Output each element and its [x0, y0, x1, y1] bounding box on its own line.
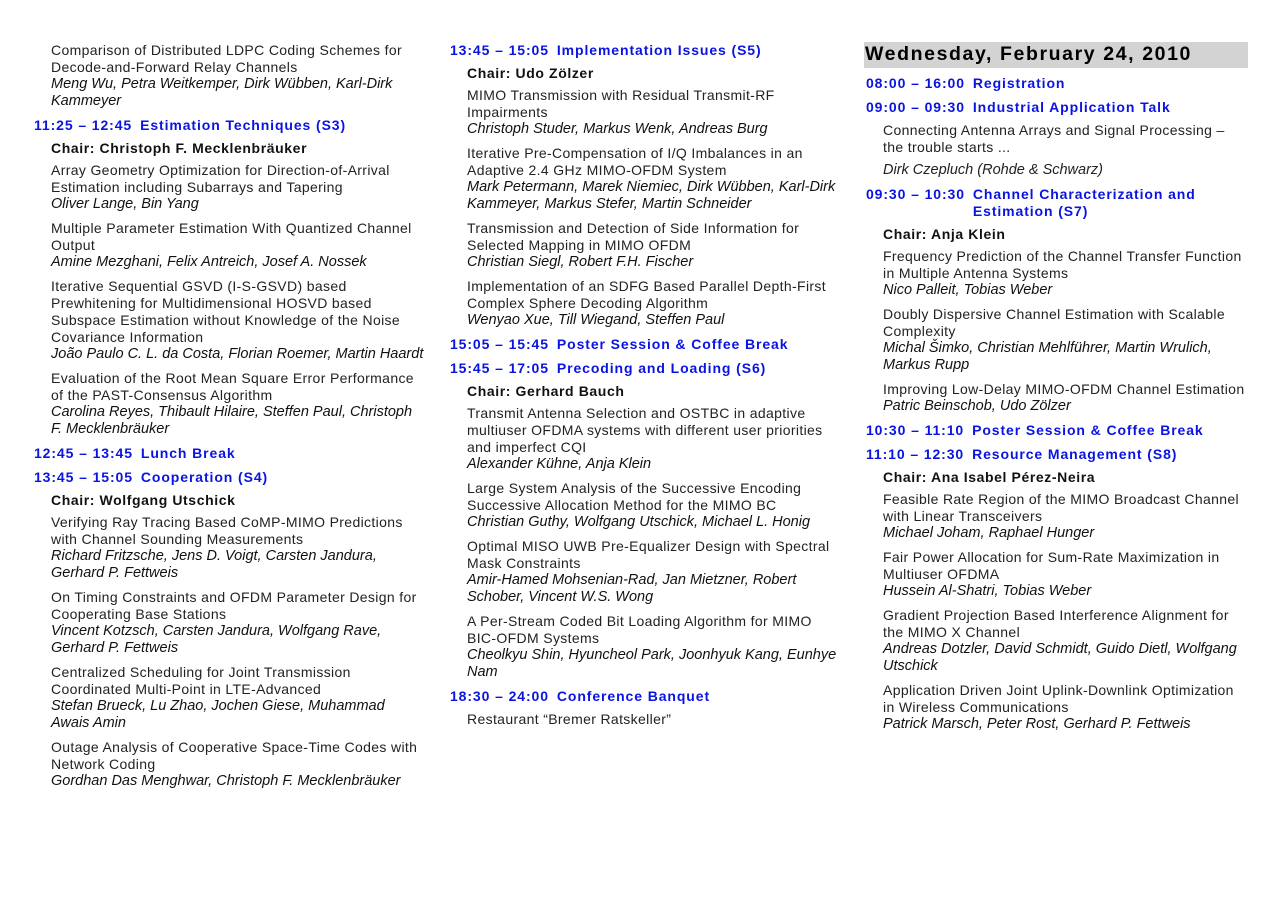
paper-list: [34, 514, 424, 790]
session-heading-s3: [34, 117, 424, 134]
paper-title: Feasible Rate Region of the MIMO Broadcast Channel with Linear Transceivers: [883, 491, 1240, 524]
paper-authors: Cheolkyu Shin, Hyuncheol Park, Joonhyuk Kang, Eunhye Nam: [467, 647, 837, 680]
paper-entry: [883, 607, 1248, 675]
paper-entry: [467, 220, 840, 271]
session-heading-s4: [34, 469, 424, 486]
paper-authors: Amine Mezghani, Felix Antreich, Josef A. Nossek: [51, 254, 367, 270]
session-chair: Chair: Wolfgang Utschick: [51, 492, 236, 508]
paper-title: Verifying Ray Tracing Based CoMP-MIMO Predictions with Channel Sounding Measurements: [51, 514, 403, 547]
session-title: Poster Session & Coffee Break: [972, 422, 1204, 438]
session-title: Estimation Techniques (S3): [140, 117, 347, 133]
paper-entry: [51, 278, 424, 363]
paper-title: Iterative Pre-Compensation of I/Q Imbalances in an Adaptive 2.4 GHz MIMO-OFDM System: [467, 145, 803, 178]
paper-title: Gradient Projection Based Interference Alignment for the MIMO X Channel: [883, 607, 1229, 640]
paper-authors: Christian Siegl, Robert F.H. Fischer: [467, 254, 694, 270]
session-title: Registration: [972, 75, 1066, 91]
paper-title: On Timing Constraints and OFDM Parameter Design for Cooperating Base Stations: [51, 589, 417, 622]
paper-title: Fair Power Allocation for Sum-Rate Maximization in Multiuser OFDMA: [883, 549, 1220, 582]
session-heading-s5: [450, 42, 840, 59]
paper-authors: Patrick Marsch, Peter Rost, Gerhard P. Fettweis: [883, 716, 1191, 732]
paper-authors: Christoph Studer, Markus Wenk, Andreas Burg: [467, 121, 768, 137]
paper-entry: [51, 370, 424, 438]
session-time: 13:45 – 15:05: [34, 469, 133, 485]
paper-entry: [51, 220, 424, 271]
paper-authors: Richard Fritzsche, Jens D. Voigt, Carsten Jandura, Gerhard P. Fettweis: [51, 548, 377, 581]
paper-authors: Patric Beinschob, Udo Zölzer: [883, 398, 1071, 414]
paper-title: Evaluation of the Root Mean Square Error Performance of the PAST-Consensus Algorithm: [51, 370, 414, 403]
paper-entry: [467, 613, 840, 681]
session-heading-poster: [866, 422, 1248, 439]
paper-entry: [51, 664, 424, 732]
session-heading-poster: [450, 336, 840, 353]
paper-entry: [51, 739, 424, 790]
session-time: 18:30 – 24:00: [450, 688, 549, 704]
paper-entry: [883, 248, 1248, 299]
paper-authors: Hussein Al-Shatri, Tobias Weber: [883, 583, 1092, 599]
paper-title: Frequency Prediction of the Channel Transfer Function in Multiple Antenna Systems: [883, 248, 1242, 281]
session-title: Conference Banquet: [556, 688, 711, 704]
session-chair: Chair: Ana Isabel Pérez-Neira: [883, 469, 1096, 485]
session-time: 09:00 – 09:30: [866, 99, 965, 115]
paper-title: Centralized Scheduling for Joint Transmission Coordinated Multi-Point in LTE-Advanced: [51, 664, 351, 697]
paper-entry: [883, 682, 1248, 733]
session-title: Resource Management (S8): [972, 446, 1178, 462]
paper-list: [866, 491, 1248, 733]
session-title: Channel Characterization and Estimation (S7): [972, 186, 1196, 219]
paper-authors: Michael Joham, Raphael Hunger: [883, 525, 1095, 541]
day-banner: Wednesday, February 24, 2010: [864, 42, 1248, 68]
session-time: 11:25 – 12:45: [34, 117, 133, 133]
session-title: Poster Session & Coffee Break: [556, 336, 789, 352]
session-time: 15:05 – 15:45: [450, 336, 549, 352]
session-time: 08:00 – 16:00: [866, 75, 965, 91]
session-heading-lunch: [34, 445, 424, 462]
column-1: [34, 42, 424, 797]
paper-title: Optimal MISO UWB Pre-Equalizer Design with Spectral Mask Constraints: [467, 538, 830, 571]
paper-title: Array Geometry Optimization for Direction-of-Arrival Estimation including Subarrays and Tapering: [51, 162, 390, 195]
paper-entry: [467, 538, 840, 606]
paper-entry: [467, 145, 840, 213]
paper-entry: [883, 381, 1248, 415]
banquet-location: Restaurant “Bremer Ratskeller”: [467, 711, 672, 727]
paper-entry: [883, 306, 1248, 374]
paper-title: A Per-Stream Coded Bit Loading Algorithm for MIMO BIC-OFDM Systems: [467, 613, 812, 646]
paper-title: Implementation of an SDFG Based Parallel Depth-First Complex Sphere Decoding Algorithm: [467, 278, 827, 311]
paper-authors: Amir-Hamed Mohsenian-Rad, Jan Mietzner, Robert Schober, Vincent W.S. Wong: [467, 572, 797, 605]
paper-title: Outage Analysis of Cooperative Space-Time Codes with Network Coding: [51, 739, 418, 772]
paper-entry: [467, 87, 840, 138]
paper-authors: Wenyao Xue, Till Wiegand, Steffen Paul: [467, 312, 725, 328]
paper-authors: Oliver Lange, Bin Yang: [51, 196, 199, 212]
paper-authors: Andreas Dotzler, David Schmidt, Guido Dietl, Wolfgang Utschick: [883, 641, 1237, 674]
session-title: Industrial Application Talk: [972, 99, 1171, 115]
paper-title: Improving Low-Delay MIMO-OFDM Channel Estimation: [883, 381, 1245, 397]
paper-authors: Alexander Kühne, Anja Klein: [467, 456, 652, 472]
paper-entry: [51, 589, 424, 657]
paper-authors: Stefan Brueck, Lu Zhao, Jochen Giese, Muhammad Awais Amin: [51, 698, 385, 731]
paper-title: Large System Analysis of the Successive Encoding Successive Allocation Method for the MIMO BC: [467, 480, 802, 513]
paper-entry: [883, 549, 1248, 600]
paper-list: [450, 405, 840, 681]
session-heading-s7: [866, 186, 1248, 220]
paper-authors: Carolina Reyes, Thibault Hilaire, Steffen Paul, Christoph F. Mecklenbräuker: [51, 404, 413, 437]
paper-entry: [51, 514, 424, 582]
paper-entry: [467, 405, 840, 473]
session-title: Precoding and Loading (S6): [556, 360, 767, 376]
paper-title: Iterative Sequential GSVD (I-S-GSVD) based Prewhitening for Multidimensional HOSVD based Subspace Estimation without Knowledge of the Noise Covariance Information: [51, 278, 401, 345]
session-time: 09:30 – 10:30: [866, 186, 965, 202]
talk-title: Connecting Antenna Arrays and Signal Processing – the trouble starts ...: [883, 122, 1225, 155]
session-time: 10:30 – 11:10: [866, 422, 965, 438]
session-time: 12:45 – 13:45: [34, 445, 133, 461]
paper-list: [34, 162, 424, 438]
session-chair: Chair: Anja Klein: [883, 226, 1006, 242]
paper-list: [450, 87, 840, 329]
paper-title: Application Driven Joint Uplink-Downlink Optimization in Wireless Communications: [883, 682, 1234, 715]
paper-title: MIMO Transmission with Residual Transmit-RF Impairments: [467, 87, 775, 120]
session-title: Implementation Issues (S5): [556, 42, 762, 58]
paper-entry: [467, 278, 840, 329]
paper-authors: João Paulo C. L. da Costa, Florian Roemer, Martin Haardt: [51, 346, 424, 362]
paper-authors: Vincent Kotzsch, Carsten Jandura, Wolfgang Rave, Gerhard P. Fettweis: [51, 623, 382, 656]
session-heading-banquet: [450, 688, 840, 705]
paper-list: [866, 248, 1248, 415]
paper-entry: [883, 491, 1248, 542]
paper-authors: Christian Guthy, Wolfgang Utschick, Michael L. Honig: [467, 514, 811, 530]
session-title: Cooperation (S4): [140, 469, 269, 485]
paper-entry: [467, 480, 840, 531]
session-chair: Chair: Gerhard Bauch: [467, 383, 625, 399]
paper-title: Doubly Dispersive Channel Estimation with Scalable Complexity: [883, 306, 1225, 339]
column-3: [866, 42, 1248, 740]
paper-title: Transmit Antenna Selection and OSTBC in adaptive multiuser OFDMA systems with different user priorities and imperfect CQI: [467, 405, 823, 455]
paper-authors: Gordhan Das Menghwar, Christoph F. Mecklenbräuker: [51, 773, 401, 789]
paper-authors: Meng Wu, Petra Weitkemper, Dirk Wübben, Karl-Dirk Kammeyer: [51, 76, 393, 109]
session-time: 11:10 – 12:30: [866, 446, 965, 462]
session-title: Lunch Break: [140, 445, 236, 461]
column-2: [450, 42, 840, 734]
paper-title: Multiple Parameter Estimation With Quantized Channel Output: [51, 220, 412, 253]
paper-title: Comparison of Distributed LDPC Coding Schemes for Decode-and-Forward Relay Channels: [51, 42, 402, 75]
session-chair: Chair: Udo Zölzer: [467, 65, 594, 81]
session-chair: Chair: Christoph F. Mecklenbräuker: [51, 140, 308, 156]
paper-title: Transmission and Detection of Side Information for Selected Mapping in MIMO OFDM: [467, 220, 800, 253]
session-heading-s8: [866, 446, 1248, 463]
paper-authors: Mark Petermann, Marek Niemiec, Dirk Wübben, Karl-Dirk Kammeyer, Markus Stefer, Martin Schneider: [467, 179, 836, 212]
paper-authors: Michal Šimko, Christian Mehlführer, Martin Wrulich, Markus Rupp: [883, 340, 1212, 373]
session-heading-s6: [450, 360, 840, 377]
paper-entry: [51, 162, 424, 213]
talk-speaker: Dirk Czepluch (Rohde & Schwarz): [883, 162, 1103, 178]
session-time: 15:45 – 17:05: [450, 360, 549, 376]
session-time: 13:45 – 15:05: [450, 42, 549, 58]
session-heading-industrial: [866, 99, 1248, 116]
paper-authors: Nico Palleit, Tobias Weber: [883, 282, 1053, 298]
session-heading-registration: [866, 75, 1248, 92]
paper-entry: [51, 42, 424, 110]
